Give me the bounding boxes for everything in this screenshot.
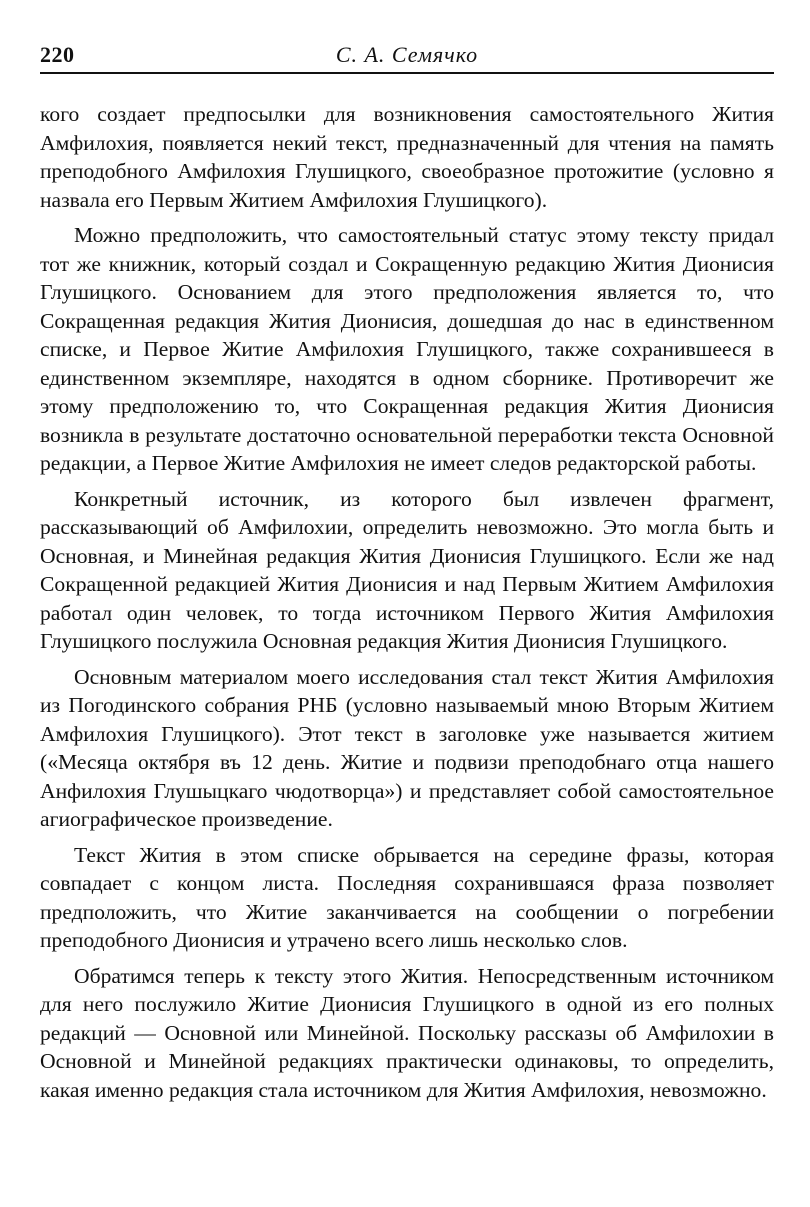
paragraph-continued: кого создает предпосылки для возникновения самостоятельного Жития Амфилохия, появляется некий текст, предназначенный для чтения на память преподобного Амфилохия Глушицкого, своеобразное протожитие (условно я назвала его Первым Житием Амфилохия Глушицкого). (40, 102, 774, 212)
body-text (40, 100, 774, 1104)
book-page (40, 36, 774, 1111)
page-number: 220 (40, 42, 75, 67)
running-head-author: С. А. Семячко (335, 42, 479, 67)
paragraph: Обратимся теперь к тексту этого Жития. Непосредственным источником для него послужило Житие Дионисия Глушицкого в одной из его полных редакций — Основной или Минейной. Поскольку рассказы об Амфилохии в Основной и Минейной редакциях практически одинаковы, то определить, какая именно редакция стала источником для Жития Амфилохия, невозможно. (40, 963, 774, 1102)
running-head (40, 36, 774, 74)
paragraph: Можно предположить, что самостоятельный статус этому тексту придал тот же книжник, который создал и Сокращенную редакцию Жития Дионисия Глушицкого. Основанием для этого предположения является то, что Сокращенная редакция Жития Дионисия, дошедшая до нас в единственном списке, и Первое Житие Амфилохия Глушицкого, также сохранившееся в единственном экземпляре, находятся в одном сборнике. Противоречит же этому предположению то, что Сокращенная редакция Жития Дионисия возникла в результате достаточно основательной переработки текста Основной редакции, а Первое Житие Амфилохия не имеет следов редакторской работы. (40, 223, 774, 475)
paragraph: Конкретный источник, из которого был извлечен фрагмент, рассказывающий об Амфилохии, определить невозможно. Это могла быть и Основная, и Минейная редакция Жития Дионисия Глушицкого. Если же над Сокращенной редакцией Жития Дионисия и над Первым Житием Амфилохия работал один человек, то тогда источником Первого Жития Амфилохия Глушицкого послужила Основная редакция Жития Дионисия Глушицкого. (40, 486, 774, 653)
paragraph: Текст Жития в этом списке обрывается на середине фразы, которая совпадает с концом листа. Последняя сохранившаяся фраза позволяет предположить, что Житие заканчивается на сообщении о погребении преподобного Дионисия и утрачено всего лишь несколько слов. (40, 842, 774, 952)
paragraph: Основным материалом моего исследования стал текст Жития Амфилохия из Погодинского собрания РНБ (условно называемый мною Вторым Житием Амфилохия Глушицкого). Этот текст в заголовке уже называется житием («Месяца октября въ 12 день. Житие и подвизи преподобнаго отца нашего Анфилохия Глушыцкаго чюдотворца») и представляет собой самостоятельное агиографическое произведение. (40, 664, 774, 831)
